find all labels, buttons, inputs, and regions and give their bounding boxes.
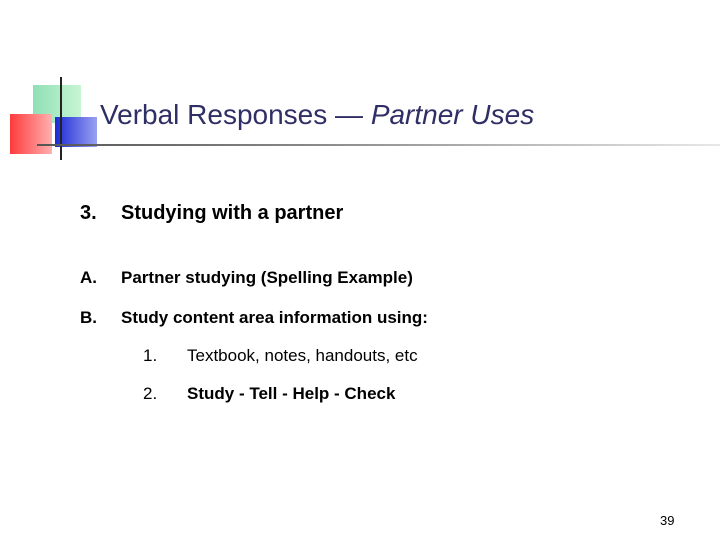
vertical-rule xyxy=(60,77,62,160)
sub-item-marker: 1. xyxy=(143,346,158,365)
red-square-decoration xyxy=(10,114,52,154)
list-item-text: Study content area information using: xyxy=(121,308,428,327)
list-item-marker: B. xyxy=(80,308,97,327)
heading-text: Studying with a partner xyxy=(121,202,344,224)
sub-item-text: Study - Tell - Help - Check xyxy=(187,384,396,403)
slide-title xyxy=(100,99,534,131)
title-italic: Partner Uses xyxy=(370,99,535,130)
sub-item-text: Textbook, notes, handouts, etc xyxy=(187,346,418,365)
title-plain: Verbal Responses — xyxy=(100,99,371,130)
title-underline-rule xyxy=(37,144,720,146)
page-number: 39 xyxy=(660,513,675,528)
sub-item-marker: 2. xyxy=(143,384,158,403)
list-item-marker: A. xyxy=(80,268,97,287)
heading-marker: 3. xyxy=(80,202,97,224)
list-item-text: Partner studying (Spelling Example) xyxy=(121,268,413,287)
